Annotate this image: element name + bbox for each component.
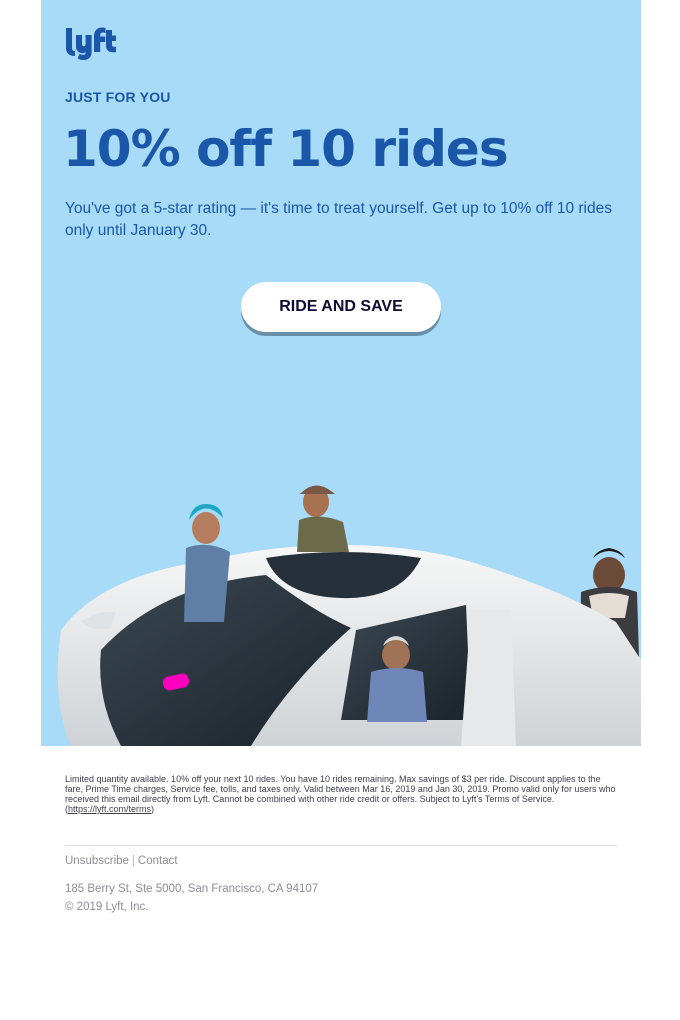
headline: 10% off 10 rides xyxy=(63,120,508,178)
footer-links xyxy=(65,855,178,867)
terms-link[interactable]: https://lyft.com/terms xyxy=(68,804,152,814)
company-address: 185 Berry St, Ste 5000, San Francisco, CA 94107 xyxy=(65,883,319,895)
hero-body-text: You've got a 5-star rating — it's time to treat yourself. Get up to 10% off 10 rides only until January 30. xyxy=(65,200,612,239)
fine-print-text: Limited quantity available. 10% off your next 10 rides. You have 10 rides remaining. Max savings of $3 per ride. Discount applies to the fare, Prime Time charges, Service fee, tolls, and taxes only. Valid between Mar 16, 2019 and Jan 30, 2019. Promo valid only for users who received this email directly from Lyft. Cannot be combined with other ride credit or offers. Subject to Lyft's Terms of Service. ( xyxy=(65,774,616,814)
people-getting-into-white-car-photo[interactable] xyxy=(41,360,641,746)
email-container xyxy=(41,0,641,913)
lyft-logo[interactable] xyxy=(65,26,117,60)
link-separator: | xyxy=(131,855,135,867)
footer-fine-print xyxy=(65,774,617,814)
contact-link[interactable]: Contact xyxy=(137,855,178,867)
fine-print-end: ) xyxy=(151,804,155,814)
hero-banner xyxy=(41,0,641,746)
terms-paragraph xyxy=(65,774,617,814)
copyright-text: © 2019 Lyft, Inc. xyxy=(65,901,149,913)
ride-and-save-button[interactable]: RIDE AND SAVE xyxy=(241,282,441,332)
kicker-label: JUST FOR YOU xyxy=(65,89,171,105)
footer-divider xyxy=(65,845,617,846)
unsubscribe-link[interactable]: Unsubscribe xyxy=(65,855,129,867)
